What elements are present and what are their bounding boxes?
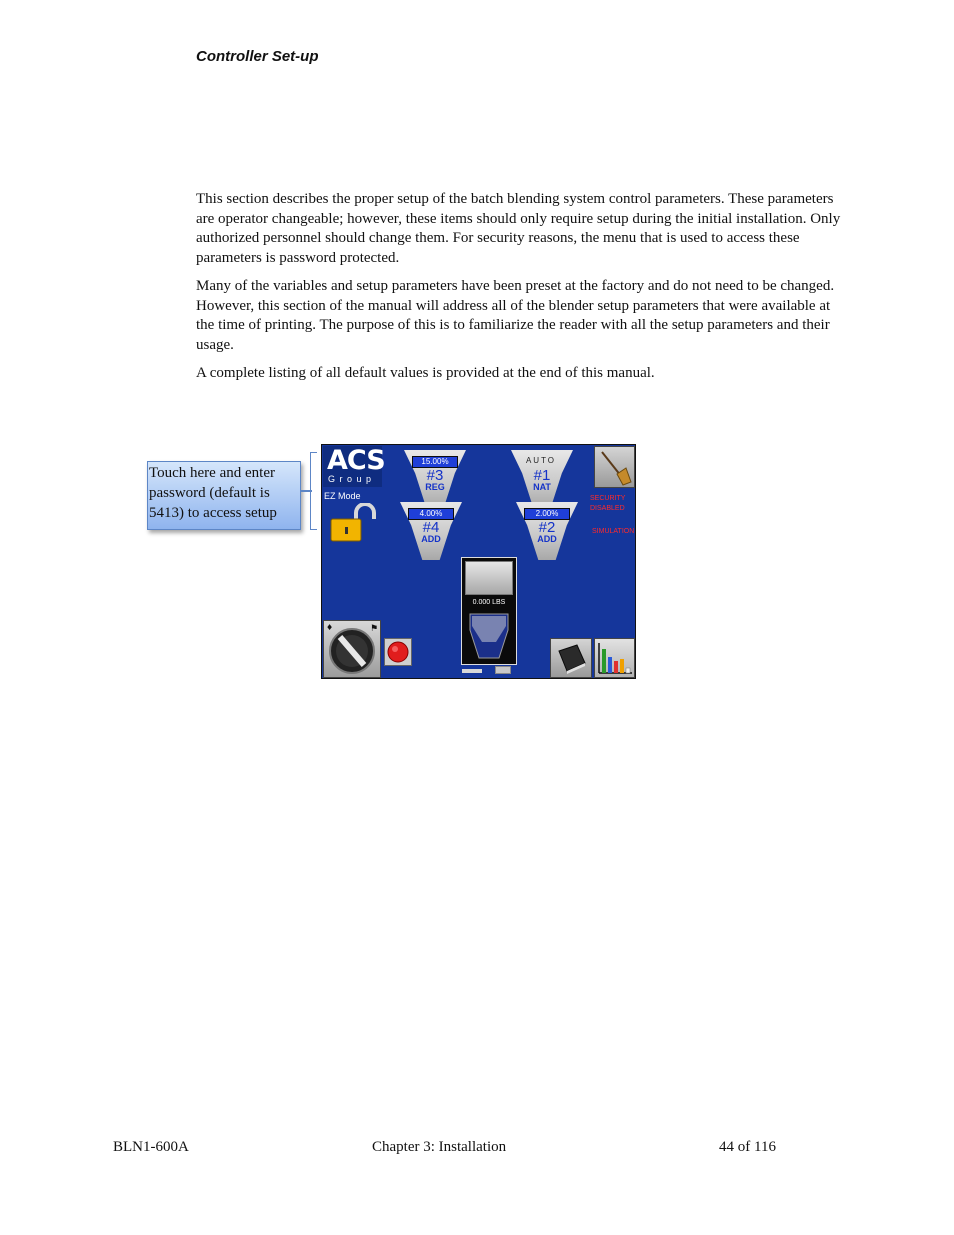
hopper-type: REG [425,482,445,492]
paragraph: This section describes the proper setup of the batch blending system control parameters. These parameters are operator changeable; however, these items should only require setup during the initial installation. Only authorized personnel should change them. For security reasons, the menu that is used to access these parameters is password protected. [196,191,841,267]
hopper-percent: 2.00% [524,508,570,520]
logo-main-text: ACS [327,445,385,476]
mode-label: EZ Mode [324,491,361,501]
weigh-hopper [465,561,513,595]
hopper-type: ADD [421,534,441,544]
hopper-type: ADD [537,534,557,544]
weight-readout: 0.000 LBS [472,599,506,606]
hopper-percent: AUTO [525,456,557,465]
security-status-line1: SECURITY [590,495,626,502]
body-text [196,190,846,391]
broom-icon[interactable] [594,446,635,488]
footer-doc-id: BLN1-600A [113,1139,189,1155]
hopper-number: #3 [426,467,444,484]
hopper-number: #2 [538,519,556,536]
unlocked-padlock-icon[interactable] [330,503,378,543]
bar-chart-icon[interactable] [594,638,635,678]
footer-page-number: 44 of 116 [719,1139,776,1155]
svg-text:♦: ♦ [326,623,334,632]
hopper-1[interactable] [511,450,573,508]
hopper-percent: 4.00% [408,508,454,520]
plug-icon [495,666,511,674]
hopper-type: NAT [533,482,551,492]
svg-text:⚑: ⚑ [370,624,379,634]
hopper-number: #1 [533,467,551,484]
hopper-4[interactable] [400,502,462,560]
weigh-scale [461,557,517,665]
paragraph: A complete listing of all default values is provided at the end of this manual. [196,364,655,381]
hopper-3[interactable] [404,450,466,508]
hopper-percent: 15.00% [412,456,458,468]
hopper-2[interactable] [516,502,578,560]
callout-note: Touch here and enter password (default is 5413) to access setup [147,461,301,530]
security-status-line2: DISABLED [590,505,625,512]
controller-screen [321,444,636,679]
stop-button-icon[interactable] [384,638,412,666]
paragraph: Many of the variables and setup parameters have been preset at the factory and do not need to be changed. However, this section of the manual will address all of the blender setup parameters that were available at the time of printing. The purpose of this is to familiarize the reader with all the setup parameters and their usage. [196,277,835,353]
weigh-bin-icon [468,612,510,660]
manual-book-icon[interactable] [550,638,592,678]
simulation-status: SIMULATION [592,528,635,535]
hopper-number: #4 [422,519,440,536]
key-switch-icon[interactable] [323,620,381,678]
callout-bracket [310,452,317,530]
scale-base [462,669,482,673]
acs-logo [323,445,385,487]
logo-sub-text: Group [328,474,376,484]
section-title: Controller Set-up [196,48,319,65]
footer-chapter: Chapter 3: Installation [372,1139,507,1155]
